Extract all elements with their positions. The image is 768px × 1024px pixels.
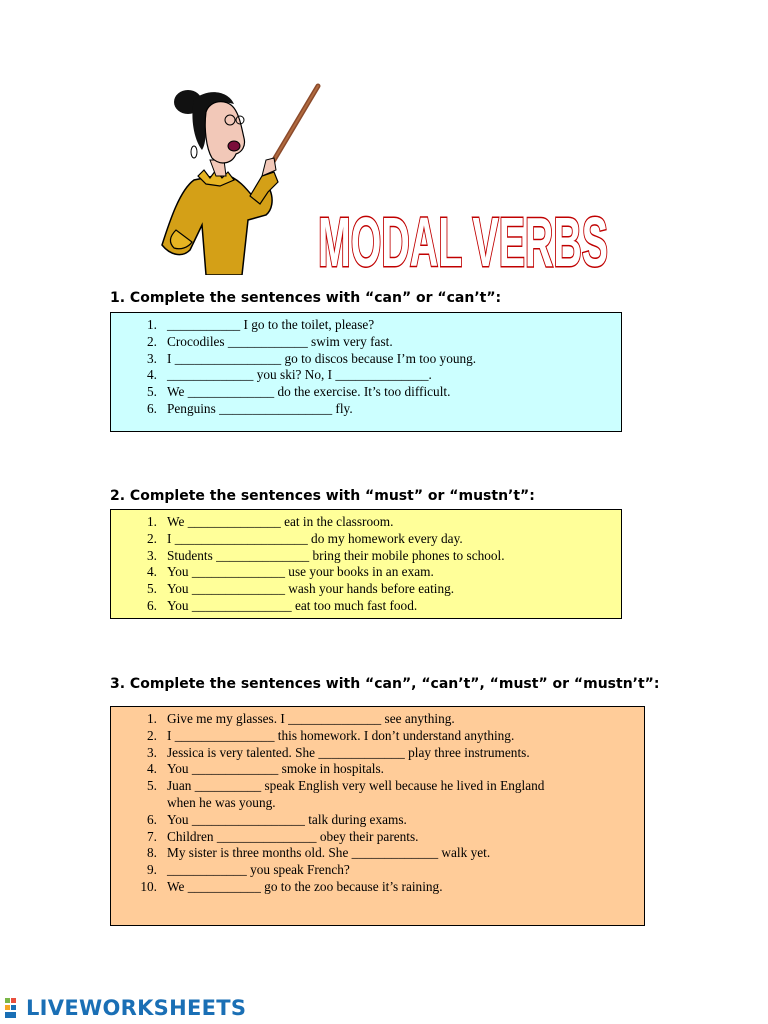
- list-item: 4. You ______________ use your books in an exam.: [147, 564, 434, 580]
- list-item: 2. I _______________ this homework. I don’t understand anything.: [147, 727, 515, 743]
- exercise-3-list: [111, 707, 644, 896]
- exercise-1-heading: 1. Complete the sentences with “can” or “can’t”:: [110, 290, 502, 306]
- list-item: 1. Give me my glasses. I ______________ see anything.: [147, 711, 455, 726]
- list-item: 10. We ___________ go to the zoo because it’s raining.: [140, 878, 443, 894]
- list-item: 2. I ____________________ do my homework every day.: [147, 530, 463, 546]
- list-item: 6. You _________________ talk during exams.: [147, 811, 407, 827]
- exercise-2-box: [110, 509, 622, 619]
- exercise-2-list: [111, 510, 621, 615]
- title-art-text: MODAL VERBS: [318, 203, 608, 278]
- liveworksheets-icon: [4, 996, 22, 1020]
- list-item: 3. Jessica is very talented. She _____________ play three instruments.: [147, 744, 530, 760]
- list-item: 6. You _______________ eat too much fast food.: [147, 597, 418, 613]
- teacher-illustration: [150, 80, 330, 275]
- exercise-1-box: [110, 312, 622, 432]
- exercise-2-heading: 2. Complete the sentences with “must” or “mustn’t”:: [110, 488, 535, 504]
- liveworksheets-logo[interactable]: [4, 994, 246, 1022]
- list-item: 4. You _____________ smoke in hospitals.: [147, 761, 384, 777]
- list-item: 5. You ______________ wash your hands before eating.: [147, 581, 455, 597]
- list-item: 5. Juan __________ speak English very well because he lived in England when he was young.: [147, 778, 545, 810]
- liveworksheets-logo-text: LIVEWORKSHEETS: [26, 996, 247, 1020]
- list-item: 4. _____________ you ski? No, I ______________.: [147, 367, 432, 383]
- list-item: 7. Children _______________ obey their parents.: [147, 828, 419, 844]
- list-item: 5. We _____________ do the exercise. It’s too difficult.: [147, 384, 451, 400]
- list-item: 9. ____________ you speak French?: [147, 862, 350, 878]
- title-art: [314, 188, 614, 278]
- exercise-3-heading: 3. Complete the sentences with “can”, “can’t”, “must” or “mustn’t”:: [110, 676, 660, 692]
- exercise-1-list: [111, 313, 621, 418]
- list-item: 8. My sister is three months old. She _____________ walk yet.: [147, 845, 491, 861]
- list-item: 3. I ________________ go to discos because I’m too young.: [147, 350, 477, 366]
- list-item: 3. Students ______________ bring their mobile phones to school.: [147, 547, 505, 563]
- exercise-3-box: [110, 706, 645, 926]
- list-item: 6. Penguins _________________ fly.: [147, 400, 353, 416]
- list-item: 2. Crocodiles ____________ swim very fast.: [147, 333, 393, 349]
- list-item: 1. We ______________ eat in the classroom.: [147, 514, 394, 529]
- list-item: 1. ___________ I go to the toilet, please?: [147, 317, 375, 332]
